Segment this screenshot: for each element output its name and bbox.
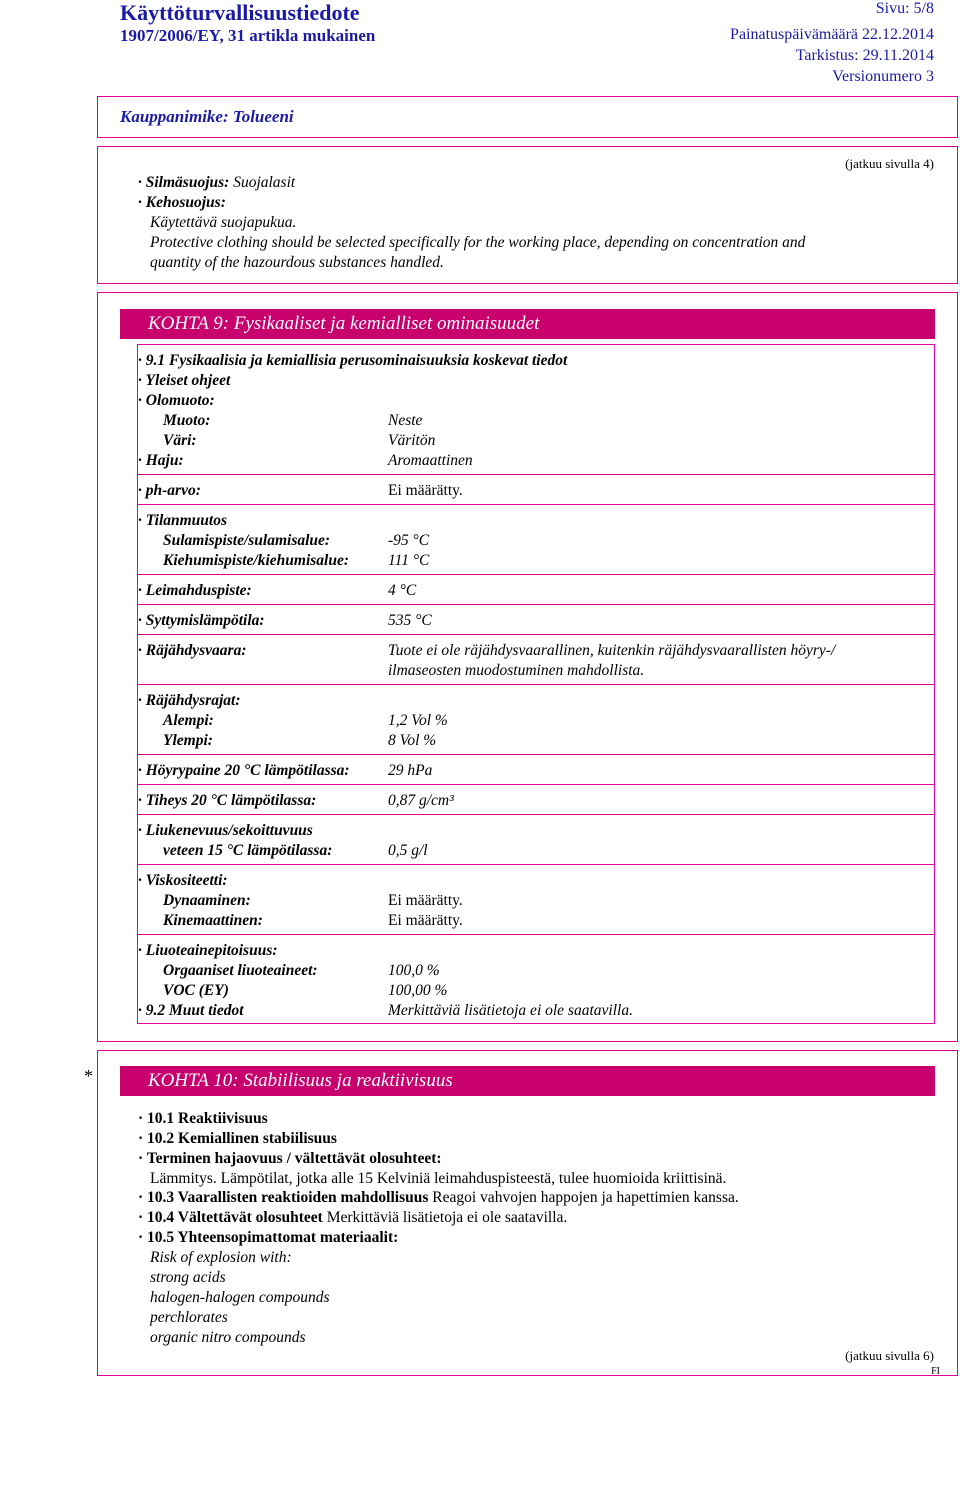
lower-label: Alempi: [163,712,214,729]
document-title: Käyttöturvallisuustiedote [120,0,360,25]
solvent-label: · Liuoteainepitoisuus: [138,942,278,959]
page-number: Sivu: 5/8 [875,0,934,17]
divider [137,754,935,755]
thermal-decomposition-text: Lämmitys. Lämpötilat, jotka alle 15 Kelviniä leimahduspisteestä, tulee huomioida kriittisinä. [150,1170,727,1187]
upper-value: 8 Vol % [388,732,437,749]
divider [137,474,935,475]
divider [137,504,935,505]
body-protection-line: Käytettävä suojapukua. [150,214,297,231]
revision-date: Tarkistus: 29.11.2014 [795,47,934,64]
viscosity-label: · Viskositeetti: [138,872,228,889]
thermal-decomposition-label: · Terminen hajaovuus / vältettävät olosuhteet: [138,1150,442,1167]
material-item: perchlorates [150,1309,228,1326]
print-date: Painatuspäivämäärä 22.12.2014 [730,26,934,43]
continues-on: (jatkuu sivulla 6) [845,1348,934,1363]
vapor-label: · Höyrypaine 20 °C lämpötilassa: [138,762,350,779]
kinematic-label: Kinemaattinen: [163,912,263,929]
material-item: organic nitro compounds [150,1329,306,1346]
body-protection-label: · Kehosuojus: [138,194,226,211]
body-protection-line: Protective clothing should be selected specifically for the working place, depending on concentration and [150,234,806,251]
organic-solvent-value: 100,0 % [388,962,440,979]
voc-label: VOC (EY) [163,982,229,999]
section10-title: KOHTA 10: Stabiilisuus ja reaktiivisuus [120,1066,935,1096]
reactivity-row: · 10.1 Reaktiivisuus [138,1110,268,1127]
state-change-label: · Tilanmuutos [138,512,228,529]
row-appearance: · Olomuoto: [138,392,215,409]
material-item: halogen-halogen compounds [150,1289,330,1306]
ignition-label: · Syttymislämpötila: [138,612,265,629]
material-item: strong acids [150,1269,226,1286]
body-protection-line: quantity of the hazourdous substances handled. [150,254,444,271]
stability-row: · 10.2 Kemiallinen stabiilisuus [138,1130,337,1147]
solubility-value: 0,5 g/l [388,842,428,859]
boiling-label: Kiehumispiste/kiehumisalue: [163,552,350,569]
explosion-value: Tuote ei ole räjähdysvaarallinen, kuitenkin räjähdysvaarallisten höyry-/ [388,642,836,659]
limits-label: · Räjähdysrajat: [138,692,241,709]
explosion-value: ilmaseosten muodostuminen mahdollista. [388,662,645,679]
eye-protection: · Silmäsuojus: Suojalasit [138,174,296,191]
solubility-label: · Liukenevuus/sekoittuvuus [138,822,313,839]
row-91: · 9.1 Fysikaalisia ja kemiallisia perusominaisuuksia koskevat tiedot [138,352,568,369]
vapor-value: 29 hPa [388,762,433,779]
other-info-label: · 9.2 Muut tiedot [138,1002,244,1019]
divider [137,684,935,685]
revision-star: * [84,1066,93,1086]
conditions-to-avoid-row: · 10.4 Vältettävät olosuhteet Merkittäviä lisätietoja ei ole saatavilla. [138,1209,568,1226]
continued-from: (jatkuu sivulla 4) [845,156,934,171]
divider [137,814,935,815]
language-code: FI [931,1366,940,1377]
incompatible-materials-label: · 10.5 Yhteensopimattomat materiaalit: [138,1229,399,1246]
density-value: 0,87 g/cm³ [388,792,454,809]
lower-value: 1,2 Vol % [388,712,448,729]
color-label: Väri: [163,432,197,449]
document-subtitle: 1907/2006/EY, 31 artikla mukainen [120,26,376,45]
flash-value: 4 °C [388,582,417,599]
divider [137,864,935,865]
flash-label: · Leimahduspiste: [138,582,252,599]
divider [137,604,935,605]
trade-name: Kauppanimike: Tolueeni [120,107,294,126]
kinematic-value: Ei määrätty. [388,912,463,929]
melting-value: -95 °C [388,532,430,549]
odor-value: Aromaattinen [388,452,473,469]
hazardous-reactions-row: · 10.3 Vaarallisten reaktioiden mahdollisuus Reagoi vahvojen happojen ja hapettimien kanssa. [138,1189,739,1206]
ph-value: Ei määrätty. [388,482,463,499]
ph-label: · ph-arvo: [138,482,201,499]
material-item: Risk of explosion with: [150,1249,292,1266]
form-value: Neste [388,412,423,429]
ignition-value: 535 °C [388,612,432,629]
density-label: · Tiheys 20 °C lämpötilassa: [138,792,317,809]
solubility-label: veteen 15 °C lämpötilassa: [163,842,333,859]
version-number: Versionumero 3 [832,68,934,85]
organic-solvent-label: Orgaaniset liuoteaineet: [163,962,318,979]
other-info-value: Merkittäviä lisätietoja ei ole saatavilla. [388,1002,633,1019]
dynamic-value: Ei määrätty. [388,892,463,909]
upper-label: Ylempi: [163,732,213,749]
row-general: · Yleiset ohjeet [138,372,231,389]
boiling-value: 111 °C [388,552,430,569]
explosion-label: · Räjähdysvaara: [138,642,247,659]
form-label: Muoto: [163,412,211,429]
divider [137,634,935,635]
divider [137,574,935,575]
voc-value: 100,00 % [388,982,448,999]
divider [137,934,935,935]
dynamic-label: Dynaaminen: [163,892,251,909]
melting-label: Sulamispiste/sulamisalue: [163,532,331,549]
odor-label: · Haju: [138,452,184,469]
section9-title: KOHTA 9: Fysikaaliset ja kemialliset ominaisuudet [120,309,935,339]
divider [137,784,935,785]
color-value: Väritön [388,432,436,449]
